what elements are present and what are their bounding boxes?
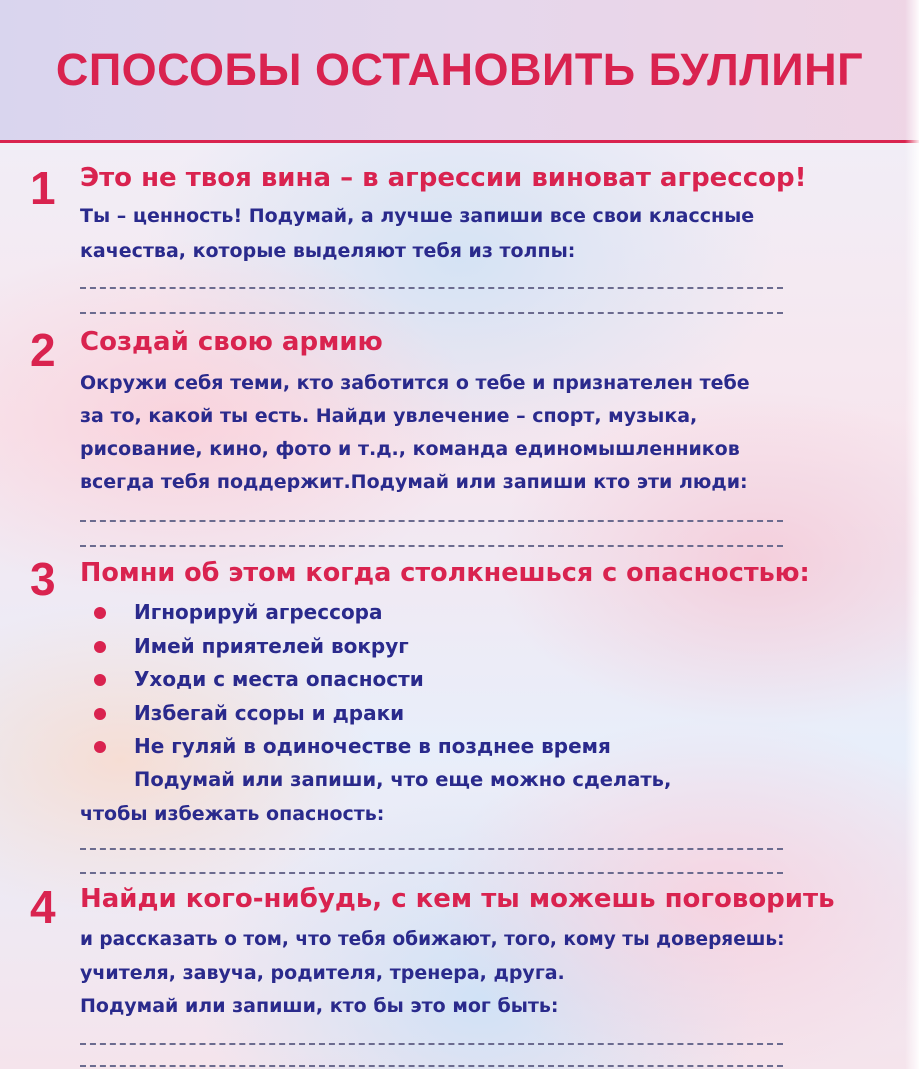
section-heading: Создай свою армию bbox=[80, 327, 383, 357]
section-text-line: рисование, кино, фото и т.д., команда единомышленников bbox=[80, 438, 740, 460]
list-item: Имей приятелей вокруг bbox=[92, 630, 611, 664]
answer-line[interactable] bbox=[80, 1043, 783, 1045]
section-text-line: Подумай или запиши, кто бы это мог быть: bbox=[80, 995, 559, 1017]
bullet-dot bbox=[94, 741, 106, 753]
list-item: Не гуляй в одиночестве в позднее время bbox=[92, 730, 611, 764]
bullet-dot bbox=[94, 674, 106, 686]
page-title: СПОСОБЫ ОСТАНОВИТЬ БУЛЛИНГ bbox=[55, 44, 864, 95]
page-edge bbox=[905, 0, 919, 1069]
section-text-line: за то, какой ты есть. Найди увлечение – спорт, музыка, bbox=[80, 405, 698, 427]
section-text-line: и рассказать о том, что тебя обижают, того, кому ты доверяешь: bbox=[80, 929, 785, 950]
section-text-line: качества, которые выделяют тебя из толпы: bbox=[80, 240, 576, 262]
answer-line[interactable] bbox=[80, 545, 783, 547]
section-text-line: всегда тебя поддержит.Подумай или запиши кто эти люди: bbox=[80, 471, 748, 493]
section-text-line: чтобы избежать опасность: bbox=[80, 803, 385, 825]
section-text-line: учителя, завуча, родителя, тренера, друга. bbox=[80, 962, 565, 984]
header-band bbox=[0, 0, 919, 143]
list-item: Игнорируй агрессора bbox=[92, 596, 611, 630]
section-number: 4 bbox=[30, 881, 56, 933]
answer-line[interactable] bbox=[80, 287, 783, 289]
answer-line[interactable] bbox=[80, 1065, 783, 1067]
bullet-dot bbox=[94, 641, 106, 653]
section-text-line: Подумай или запиши, что еще можно сделать, bbox=[134, 768, 672, 791]
section-number: 2 bbox=[30, 324, 56, 376]
section-number: 1 bbox=[30, 162, 56, 214]
list-item: Уходи с места опасности bbox=[92, 663, 611, 697]
section-text-line: Ты – ценность! Подумай, а лучше запиши все свои классные bbox=[80, 205, 755, 227]
list-item: Избегай ссоры и драки bbox=[92, 697, 611, 731]
section-text-line: Окружи себя теми, кто заботится о тебе и признателен тебе bbox=[80, 372, 750, 394]
section-heading: Это не твоя вина – в агрессии виноват агрессор! bbox=[80, 163, 807, 193]
section-heading: Помни об этом когда столкнешься с опасностью: bbox=[80, 558, 810, 588]
bullet-dot bbox=[94, 708, 106, 720]
answer-line[interactable] bbox=[80, 872, 783, 874]
bullet-dot bbox=[94, 607, 106, 619]
tips-list bbox=[92, 596, 611, 764]
section-number: 3 bbox=[30, 553, 56, 605]
answer-line[interactable] bbox=[80, 312, 783, 314]
section-heading: Найди кого-нибудь, с кем ты можешь поговорить bbox=[80, 884, 835, 914]
answer-line[interactable] bbox=[80, 520, 783, 522]
answer-line[interactable] bbox=[80, 848, 783, 850]
